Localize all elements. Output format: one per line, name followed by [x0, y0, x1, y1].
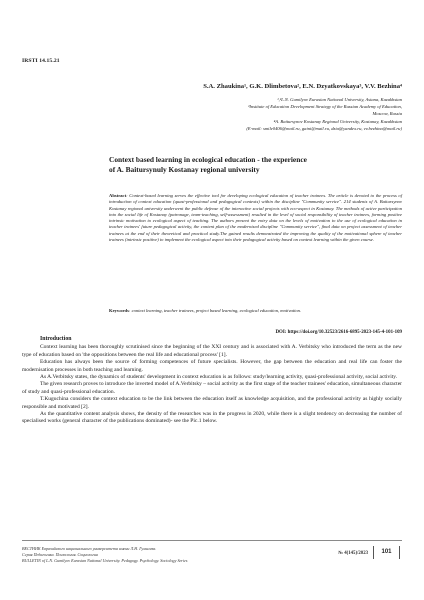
body-paragraph: Education has always been the source of forming competences of future specialists. However, the gap between the education and real life can foster the modernisation processes in both teaching and learning.	[22, 359, 402, 373]
author-list: S.A. Zhaukina¹, G.K. Dlimbetova², E.N. Dzyatkovskaya³, V.V. Bezhina⁴	[203, 83, 402, 90]
title-line: Context based learning in ecological education - the experience	[109, 155, 307, 164]
body-paragraph: As the quantitative content analysis shows, the density of the researches was in the progress in 2020, while there is a slight tendency on decreasing the number of specialised works (general character of the publications dominated)- see the Pic.1 below.	[22, 411, 402, 425]
doi-link[interactable]: DOI: https://doi.org/10.32523/2616-6895-2023-145-4-101-109	[275, 330, 402, 335]
journal-info	[22, 546, 322, 564]
affiliation-line: ¹,²L.N. Gumilyov Eurasian National University, Astana, Kazakhstan	[277, 97, 402, 102]
issue-number: № 4(145)/2023	[338, 551, 368, 556]
body-paragraph: T.Kuguchina considers the context education to be the link between the education itself as knowledge acquisition, and the professional activity as highly socially responsible and motivated [2].	[22, 396, 402, 410]
abstract-text: : Context-based learning serves the effective tool for developing ecological education of teacher trainees. The article is devoted to the process of introduction of context education (quasi-professional and pedagogical contexts) within the discipline "Community service". 214 students of A. Baitursynov Kostanay regional university underwent the public defense of the interactive social projects with eco-aspect in Kostanay. The methods of active participation into the social life of Kostanay (patronage, team-teaching, self-assessment) resulted in the level of social responsibility of teacher trainees, forming positive intrinsic motivation to ecological aspect of teaching. The authors present the entry data on the levels of motivation to the use of ecological education in teacher trainees' future pedagogical activity, the content plan of the modernised discipline "Community service", final data on project assessment of teacher trainees at the end of their theoretical and practical study.The gained results demonstrated the improving the quality of the motivational sphere of teacher trainees (intrinsic positive) to implement the ecological aspect into their pedagogical activity based on context learning within the given course.	[109, 193, 402, 243]
affiliation-line: Moscow, Russia	[372, 111, 402, 117]
irsti-code: IRSTI 14.15.21	[22, 58, 60, 64]
body-paragraph: The given research proves to introduce the inverted model of A.Verbitsky – social activity as the first stage of the teacher trainees' education, simultaneous character of study and quasi-professional education.	[22, 381, 402, 395]
section-heading: Introduction	[40, 336, 72, 342]
keywords-label: Keywords	[109, 308, 129, 313]
title-line: of A. Baitursynuly Kostanay regional university	[109, 165, 260, 174]
affiliation-line: ³Institute of Education Development Strategy of the Russian Academy of Education,	[247, 104, 402, 110]
footer-divider	[22, 540, 402, 541]
body-paragraph: As A.Verbitsky states, the dynamics of students' development in context education is as follows: study/learning activity, quasi-professional activity, social activity.	[40, 374, 398, 381]
keywords-block	[109, 308, 402, 314]
body-paragraph: Context learning has been thoroughly scrutinised since the beginning of the XXI century and is associated with A. Verbitsky who introduced the term as the new type of education based on 'the oppositions between the real life and educational process' [1].	[22, 344, 402, 358]
affiliation-line: ⁴A. Baitursynov Kostanay Regional University, Kostanay, Kazakhstan	[273, 118, 402, 124]
page-number: 101	[373, 546, 400, 559]
abstract-block	[109, 193, 402, 243]
journal-name-line: Серия Педагогика. Психология. Социология	[22, 552, 98, 557]
article-body	[22, 336, 402, 426]
abstract-label: Abstract	[109, 193, 127, 198]
article-title	[109, 155, 389, 175]
keywords-text: : context learning, teacher trainees, project based learning, ecological education, motivation.	[128, 308, 302, 313]
affiliations-block	[200, 96, 402, 132]
journal-name-line: BULLETIN of L.N. Gumilyov Eurasian National University. Pedagogy. Psychology. Sociology Series	[22, 558, 188, 563]
affiliation-emails: (E-mail: smile0406@mail.ru, gaini@mail.ru, dzia@yandex.ru, vv.bezhina@mail.ru)	[246, 125, 402, 131]
journal-name-line: ВЕСТНИК Евразийского национального университета имени Л.Н. Гумилева.	[22, 546, 157, 551]
